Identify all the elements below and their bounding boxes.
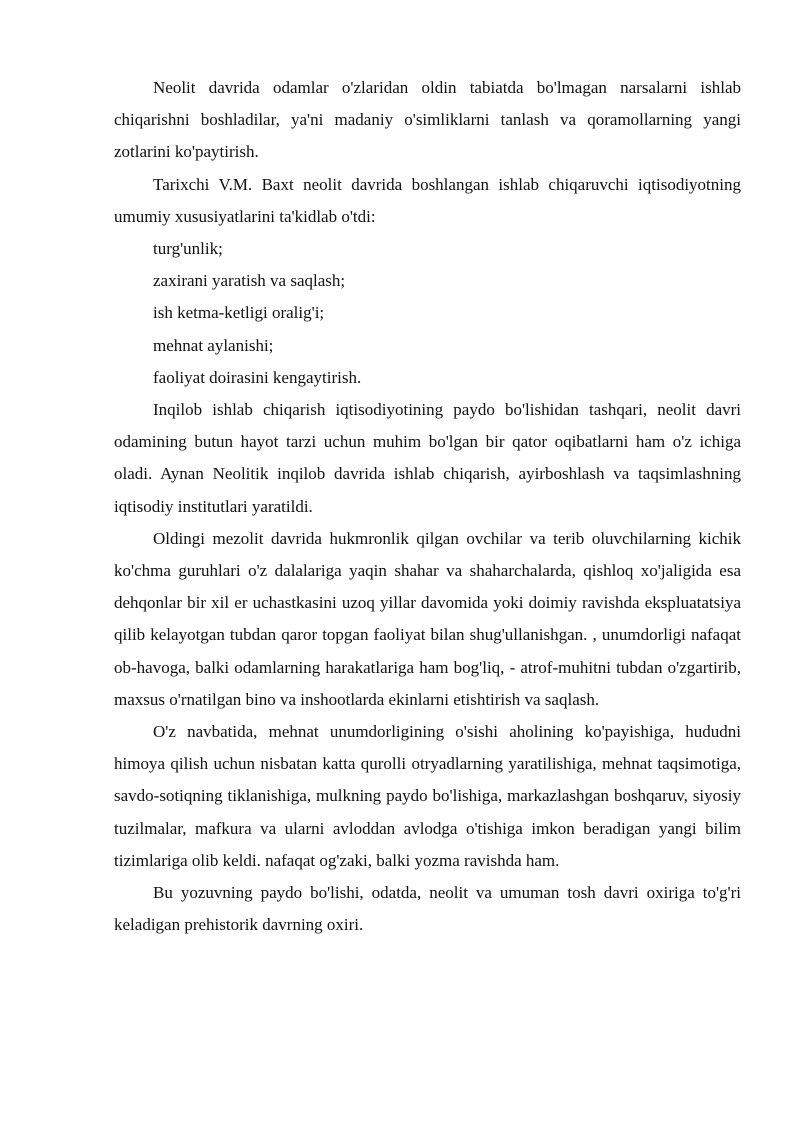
list-item-labor-cycle: mehnat aylanishi; — [153, 335, 274, 355]
list-item-stability: turg'unlik; — [153, 239, 223, 259]
paragraph-baxt-features: Tarixchi V.M. Baxt neolit davrida boshlangan ishlab chiqaruvchi iqtisodiyotning umumiy xususiyatlarini ta'kidlab o'tdi: — [114, 174, 741, 226]
list-item-activity-scope: faoliyat doirasini kengaytirish. — [153, 367, 362, 387]
paragraph-productivity-growth: O'z navbatida, mehnat unumdorligining o'sishi aholining ko'payishiga, hududni himoya qilish uchun nisbatan katta qurolli otryadlarning yaratilishiga, mehnat taqsimotiga, savdo-sotiqning tiklanishiga, mulkning paydo bo'lishiga, markazlashgan boshqaruv, siyosiy tuzilmalar, mafkura va ularni avloddan avlodga o'tishiga imkon beradigan yangi bilim tizimlariga olib keldi. nafaqat og'zaki, balki yozma ravishda ham. — [114, 722, 741, 870]
paragraph-neolithic-production: Neolit davrida odamlar o'zlaridan oldin tabiatda bo'lmagan narsalarni ishlab chiqarishni boshladilar, ya'ni madaniy o'simliklarni tanlash va qoramollarning yangi zotlarini ko'paytirish. — [114, 78, 741, 162]
paragraph-writing-origin: Bu yozuvning paydo bo'lishi, odatda, neolit va umuman tosh davri oxiriga to'g'ri keladigan prehistorik davrning oxiri. — [114, 883, 741, 935]
list-item-work-sequence: ish ketma-ketligi oralig'i; — [153, 303, 325, 323]
paragraph-revolution-consequences: Inqilob ishlab chiqarish iqtisodiyotining paydo bo'lishidan tashqari, neolit davri odamining butun hayot tarzi uchun muhim bo'lgan bir qator oqibatlarni ham o'z ichiga oladi. Aynan Neolitik inqilob davrida ishlab chiqarish, ayirboshlash va taqsimlashning iqtisodiy institutlari yaratildi. — [114, 400, 741, 516]
document-page — [114, 72, 741, 941]
list-item-reserves: zaxirani yaratish va saqlash; — [153, 271, 346, 291]
paragraph-mesolithic-groups: Oldingi mezolit davrida hukmronlik qilgan ovchilar va terib oluvchilarning kichik ko'chma guruhlari o'z dalalariga yaqin shahar va shaharchalarda, qishloq xo'jaligida esa dehqonlar bir xil er uchastkasini uzoq yillar davomida yoki doimiy ravishda ekspluatatsiya qilib kelayotgan tubdan qaror topgan faoliyat bilan shug'ullanishgan. , unumdorligi nafaqat ob-havoga, balki odamlarning harakatlariga ham bog'liq, - atrof-muhitni tubdan o'zgartirib, maxsus o'rnatilgan bino va inshootlarda ekinlarni etishtirish va saqlash. — [114, 528, 741, 709]
